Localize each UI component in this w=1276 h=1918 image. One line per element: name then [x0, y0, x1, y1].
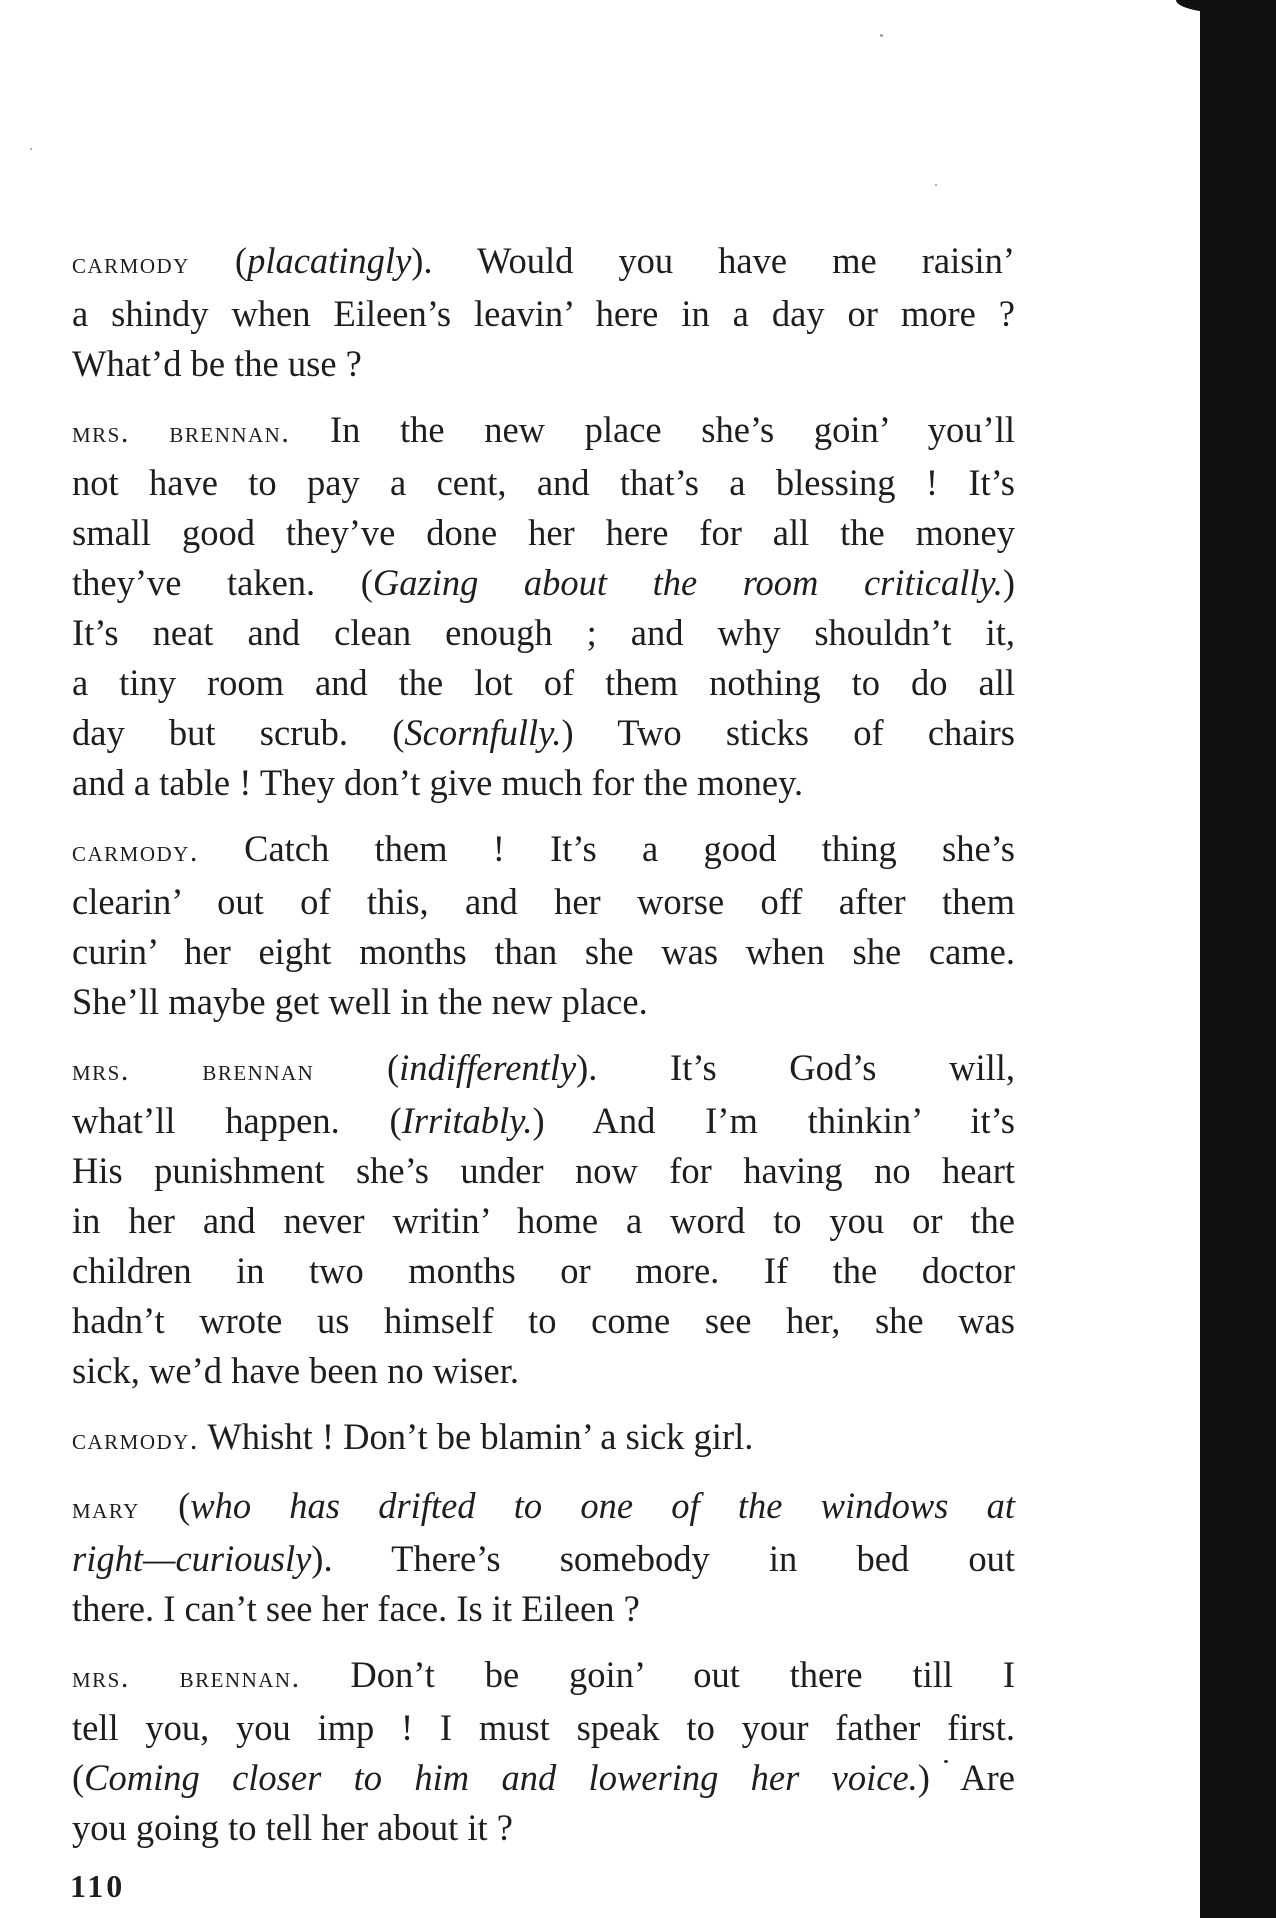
dialogue-text: day but scrub. ( [72, 712, 405, 753]
dialogue-text: In the new place she’s goin’ you’ll [290, 409, 1015, 450]
dialogue-text: a shindy when Eileen’s leavin’ here in a day or more ? [72, 293, 1015, 334]
dialogue-text: they’ve taken. ( [72, 562, 373, 603]
text-line [72, 608, 1015, 658]
dialogue-text: Don’t be goin’ out there till I [300, 1654, 1015, 1695]
text-line [72, 1534, 1015, 1584]
text-line [72, 824, 1015, 877]
stage-direction: Coming closer to him and lowering her voice. [84, 1757, 918, 1798]
speaker-name: mary [72, 1492, 140, 1525]
text-line [72, 1296, 1015, 1346]
dialogue-text: ). There’s somebody in bed out [311, 1538, 1015, 1579]
paper-speck [30, 148, 32, 150]
dialogue-text: not have to pay a cent, and that’s a blessing ! It’s [72, 462, 1015, 503]
dialogue-text: ( [139, 1485, 191, 1526]
book-spine-shadow [1200, 0, 1276, 1918]
dialogue-text: a tiny room and the lot of them nothing to do all [72, 662, 1015, 703]
page-number: 110 [70, 1868, 126, 1904]
dialogue-text: tell you, you imp ! I must speak to your father first. [72, 1707, 1015, 1748]
text-line [72, 458, 1015, 508]
text-line [72, 1703, 1015, 1753]
dialogue-text: and a table ! They don’t give much for the money. [72, 762, 804, 803]
text-line [72, 877, 1015, 927]
dialogue-text: It’s neat and clean enough ; and why shouldn’t it, [72, 612, 1015, 653]
speaker-name: carmody [72, 247, 190, 280]
speaker-name: mrs. brennan. [72, 416, 291, 449]
text-line [72, 1196, 1015, 1246]
speech-paragraph [72, 1650, 1015, 1853]
speech-paragraph [72, 236, 1015, 389]
book-spine-curl [1176, 0, 1276, 14]
dialogue-text: clearin’ out of this, and her worse off after them [72, 881, 1015, 922]
speech-paragraph [72, 1481, 1015, 1634]
stage-direction: right—curiously [72, 1538, 312, 1579]
text-line [72, 339, 1015, 389]
dialogue-text: curin’ her eight months than she was when she came. [72, 931, 1015, 972]
dialogue-text: you going to tell her about it ? [72, 1807, 513, 1848]
stage-direction: placatingly [247, 240, 412, 281]
dialogue-text: ( [189, 240, 248, 281]
dialogue-text: what’ll happen. ( [72, 1100, 402, 1141]
dialogue-text: ) Two sticks of chairs [561, 712, 1015, 753]
dialogue-text: there. I can’t see her face. Is it Eileen ? [72, 1588, 640, 1629]
dialogue-text: ) [1002, 562, 1015, 603]
dialogue-text: His punishment she’s under now for having no heart [72, 1150, 1015, 1191]
text-line [72, 1481, 1015, 1534]
dialogue-text: ( [72, 1757, 85, 1798]
speech-paragraph [72, 1412, 1015, 1465]
stage-direction: indifferently [399, 1047, 577, 1088]
dialogue-text: sick, we’d have been no wiser. [72, 1350, 519, 1391]
speaker-name: mrs. brennan. [72, 1661, 301, 1694]
text-line [72, 1043, 1015, 1096]
dialogue-text: small good they’ve done her here for all the money [72, 512, 1015, 553]
speech-paragraph [72, 1043, 1015, 1396]
speaker-name: carmody. [72, 835, 199, 868]
text-line [72, 708, 1015, 758]
stage-direction: Scornfully. [404, 712, 562, 753]
text-line [72, 236, 1015, 289]
dialogue-text: children in two months or more. If the doctor [72, 1250, 1015, 1291]
text-line [72, 1803, 1015, 1853]
paper-speck [935, 184, 937, 186]
text-line [72, 558, 1015, 608]
dialogue-text: ) And I’m thinkin’ it’s [532, 1100, 1015, 1141]
text-line [72, 1753, 1015, 1803]
text-line [72, 1096, 1015, 1146]
text-line [72, 758, 1015, 808]
text-line [72, 1346, 1015, 1396]
stage-direction: Gazing about the room critically. [372, 562, 1003, 603]
text-line [72, 1584, 1015, 1634]
speech-paragraph [72, 405, 1015, 808]
text-line [72, 508, 1015, 558]
text-line [72, 1246, 1015, 1296]
dialogue-text: in her and never writin’ home a word to you or the [72, 1200, 1015, 1241]
text-line [72, 289, 1015, 339]
paper-speck [880, 34, 883, 37]
text-line [72, 977, 1015, 1027]
text-line [72, 1146, 1015, 1196]
dialogue-text: hadn’t wrote us himself to come see her, she was [72, 1300, 1015, 1341]
speaker-name: mrs. brennan [72, 1054, 315, 1087]
speaker-name: carmody. [72, 1423, 199, 1456]
stage-direction: who has drifted to one of the windows at [190, 1485, 1016, 1526]
speech-paragraph [72, 824, 1015, 1027]
text-line [72, 927, 1015, 977]
dialogue-text: She’ll maybe get well in the new place. [72, 981, 648, 1022]
text-line [72, 405, 1015, 458]
dialogue-text: What’d be the use ? [72, 343, 362, 384]
text-line [72, 1412, 1015, 1465]
dialogue-text: Whisht ! Don’t be blamin’ a sick girl. [198, 1416, 754, 1457]
text-line [72, 658, 1015, 708]
text-line [72, 1650, 1015, 1703]
dialogue-text: Catch them ! It’s a good thing she’s [198, 828, 1015, 869]
dialogue-text: ) Are [917, 1757, 1015, 1798]
dialogue-text: ). It’s God’s will, [576, 1047, 1015, 1088]
stage-direction: Irritably. [401, 1100, 533, 1141]
dialogue-text: ). Would you have me raisin’ [411, 240, 1016, 281]
dialogue-text: ( [314, 1047, 400, 1088]
play-dialogue [72, 236, 1015, 1869]
